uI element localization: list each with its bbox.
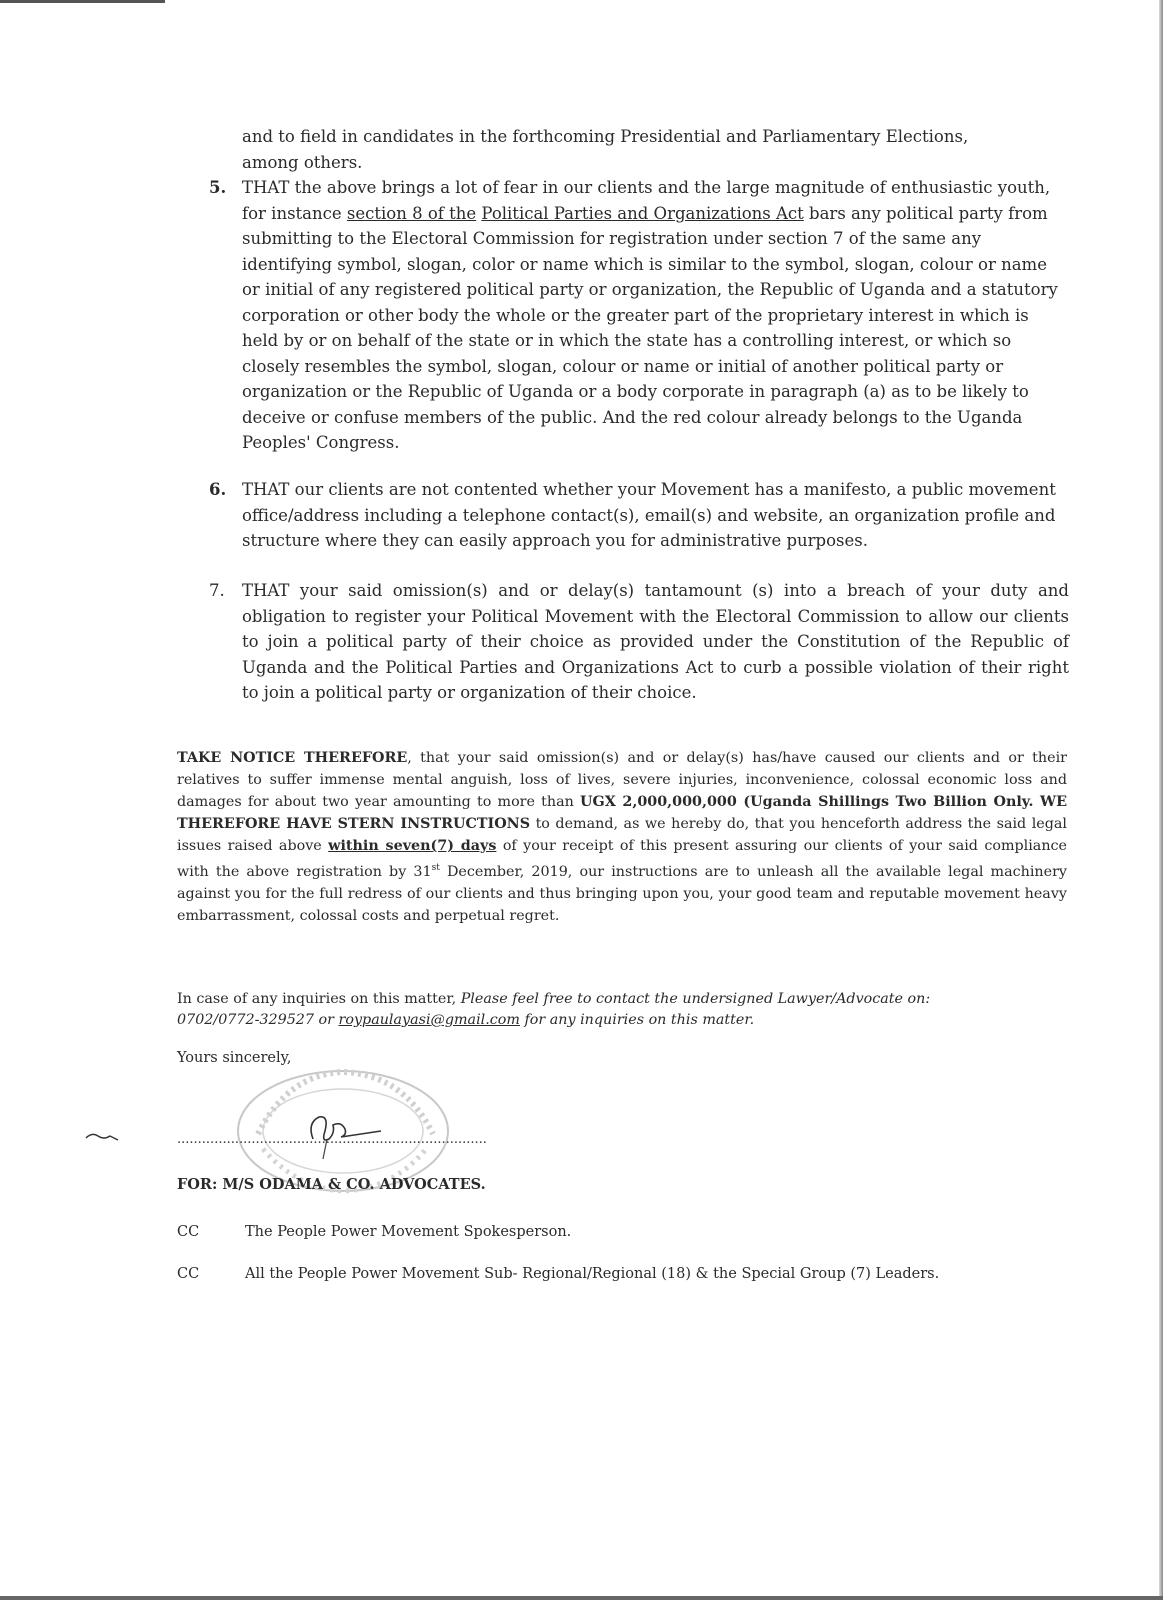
take-notice-lead: TAKE NOTICE THEREFORE — [177, 750, 408, 766]
firm-name: FOR: M/S ODAMA & CO. ADVOCATES. — [177, 1176, 486, 1193]
paragraph-6-body: THAT our clients are not contented whether your Movement has a manifesto, a public movement office/address including a telephone contact(s), email(s) and website, an organization profile and structure where they can easily approach you for administrative purposes. — [242, 480, 1056, 550]
cc-text-2: All the People Power Movement Sub- Regional/Regional (18) & the Special Group (7) Leaders. — [245, 1266, 940, 1282]
scan-edge-bottom — [0, 1596, 1163, 1600]
inquiries-text: In case of any inquiries on this matter, — [177, 991, 461, 1007]
paragraph-7 — [209, 578, 1069, 706]
cc-text-1: The People Power Movement Spokesperson. — [245, 1224, 572, 1240]
notice-text-3: of your receipt of this present assuring our clients of your said compliance with the above registration by 31 — [177, 838, 1068, 880]
paragraph-6-number: 6. — [209, 480, 227, 499]
paragraph-7-body: THAT your said omission(s) and or delay(s) tantamount (s) into a breach of your duty and obligation to register your Political Movement with the Electoral Commission to allow our clients to join a political party of their choice as provided under the Constitution of the Republic of Uganda and the Political Parties and Organizations Act to curb a possible violation of their right to join a political party or organization of their choice. — [242, 581, 1069, 702]
email-link[interactable]: roypaulayasi@gmail.com — [338, 1012, 520, 1028]
paragraph-7-number: 7. — [209, 581, 225, 600]
paragraph-5 — [209, 175, 1069, 456]
claim-amount: UGX 2,000,000,000 (Uganda Shillings Two Billion Only. WE THEREFORE HAVE STERN INSTRUCTIONS — [177, 794, 1067, 832]
notice-text-4: December, 2019, our instructions are to unleash all the available legal machinery against you for the full redress of our clients and thus bringing upon you, your good team and reputable movement heavy embarrassment, colossal costs and perpetual regret. — [177, 863, 1067, 924]
scan-edge-right — [1159, 0, 1163, 1600]
inquiries-paragraph — [177, 989, 1077, 1031]
paragraph-5-text-b: bars any political party from submitting to the Electoral Commission for registration under section 7 of the same any identifying symbol, slogan, color or name which is similar to the symbol, slogan, colour or name or initial of any registered political party or organization, the Republic of Uganda and a statutory corporation or other body the whole or the greater part of the proprietary interest in which is held by or on behalf of the state or in which the state has a controlling interest, or which so closely resembles the symbol, slogan, colour or name or initial of another political party or organization or the Republic of Uganda or a body corporate in paragraph (a) as to be likely to deceive or confuse members of the public. And the red colour already belongs to the Uganda Peoples' Congress. — [242, 203, 1058, 452]
continuation-line-1: and to field in candidates in the forthcoming Presidential and Parliamentary Elections, — [242, 127, 969, 146]
paragraph-6 — [209, 477, 1069, 554]
inquiries-contact-text: Please feel free to contact the undersigned Lawyer/Advocate on: — [460, 991, 931, 1007]
scan-edge-top — [0, 0, 165, 3]
continuation-paragraph — [209, 124, 1069, 175]
deadline: within seven(7) days — [328, 838, 497, 854]
continuation-line-2: among others. — [242, 152, 363, 172]
phone-numbers: 0702/0772-329527 or — [177, 1012, 339, 1028]
paragraph-5-number: 5. — [209, 178, 227, 197]
cc-label-1: CC — [177, 1224, 200, 1240]
take-notice-paragraph — [177, 747, 1067, 927]
paragraph-5-body — [242, 175, 1069, 456]
paragraph-5-text-a: THAT the above brings a lot of fear in our clients and the large magnitude of enthusiastic youth, for instance — [242, 178, 1051, 223]
act-reference: Political Parties and Organizations Act — [481, 203, 804, 223]
notice-text-2: to demand, as we hereby do, that you henceforth address the said legal issues raised above — [177, 816, 1067, 854]
cc-label-2: CC — [177, 1266, 200, 1282]
margin-mark-icon — [84, 1130, 124, 1144]
closing-salutation: Yours sincerely, — [177, 1050, 292, 1066]
cc-line-2 — [177, 1266, 939, 1282]
date-suffix: st — [431, 863, 440, 873]
notice-text-1: , that your said omission(s) and or delay(s) has/have caused our clients and or their relatives to suffer immense mental anguish, loss of lives, severe injuries, inconvenience, colossal economic loss and damages for about two year amounting to more than — [177, 750, 1068, 810]
section-8-reference: section 8 of the — [346, 203, 477, 223]
signature-line: ........................................................................... — [177, 1132, 487, 1147]
cc-line-1 — [177, 1224, 571, 1240]
inquiries-closing-text: for any inquiries on this matter. — [519, 1012, 755, 1028]
